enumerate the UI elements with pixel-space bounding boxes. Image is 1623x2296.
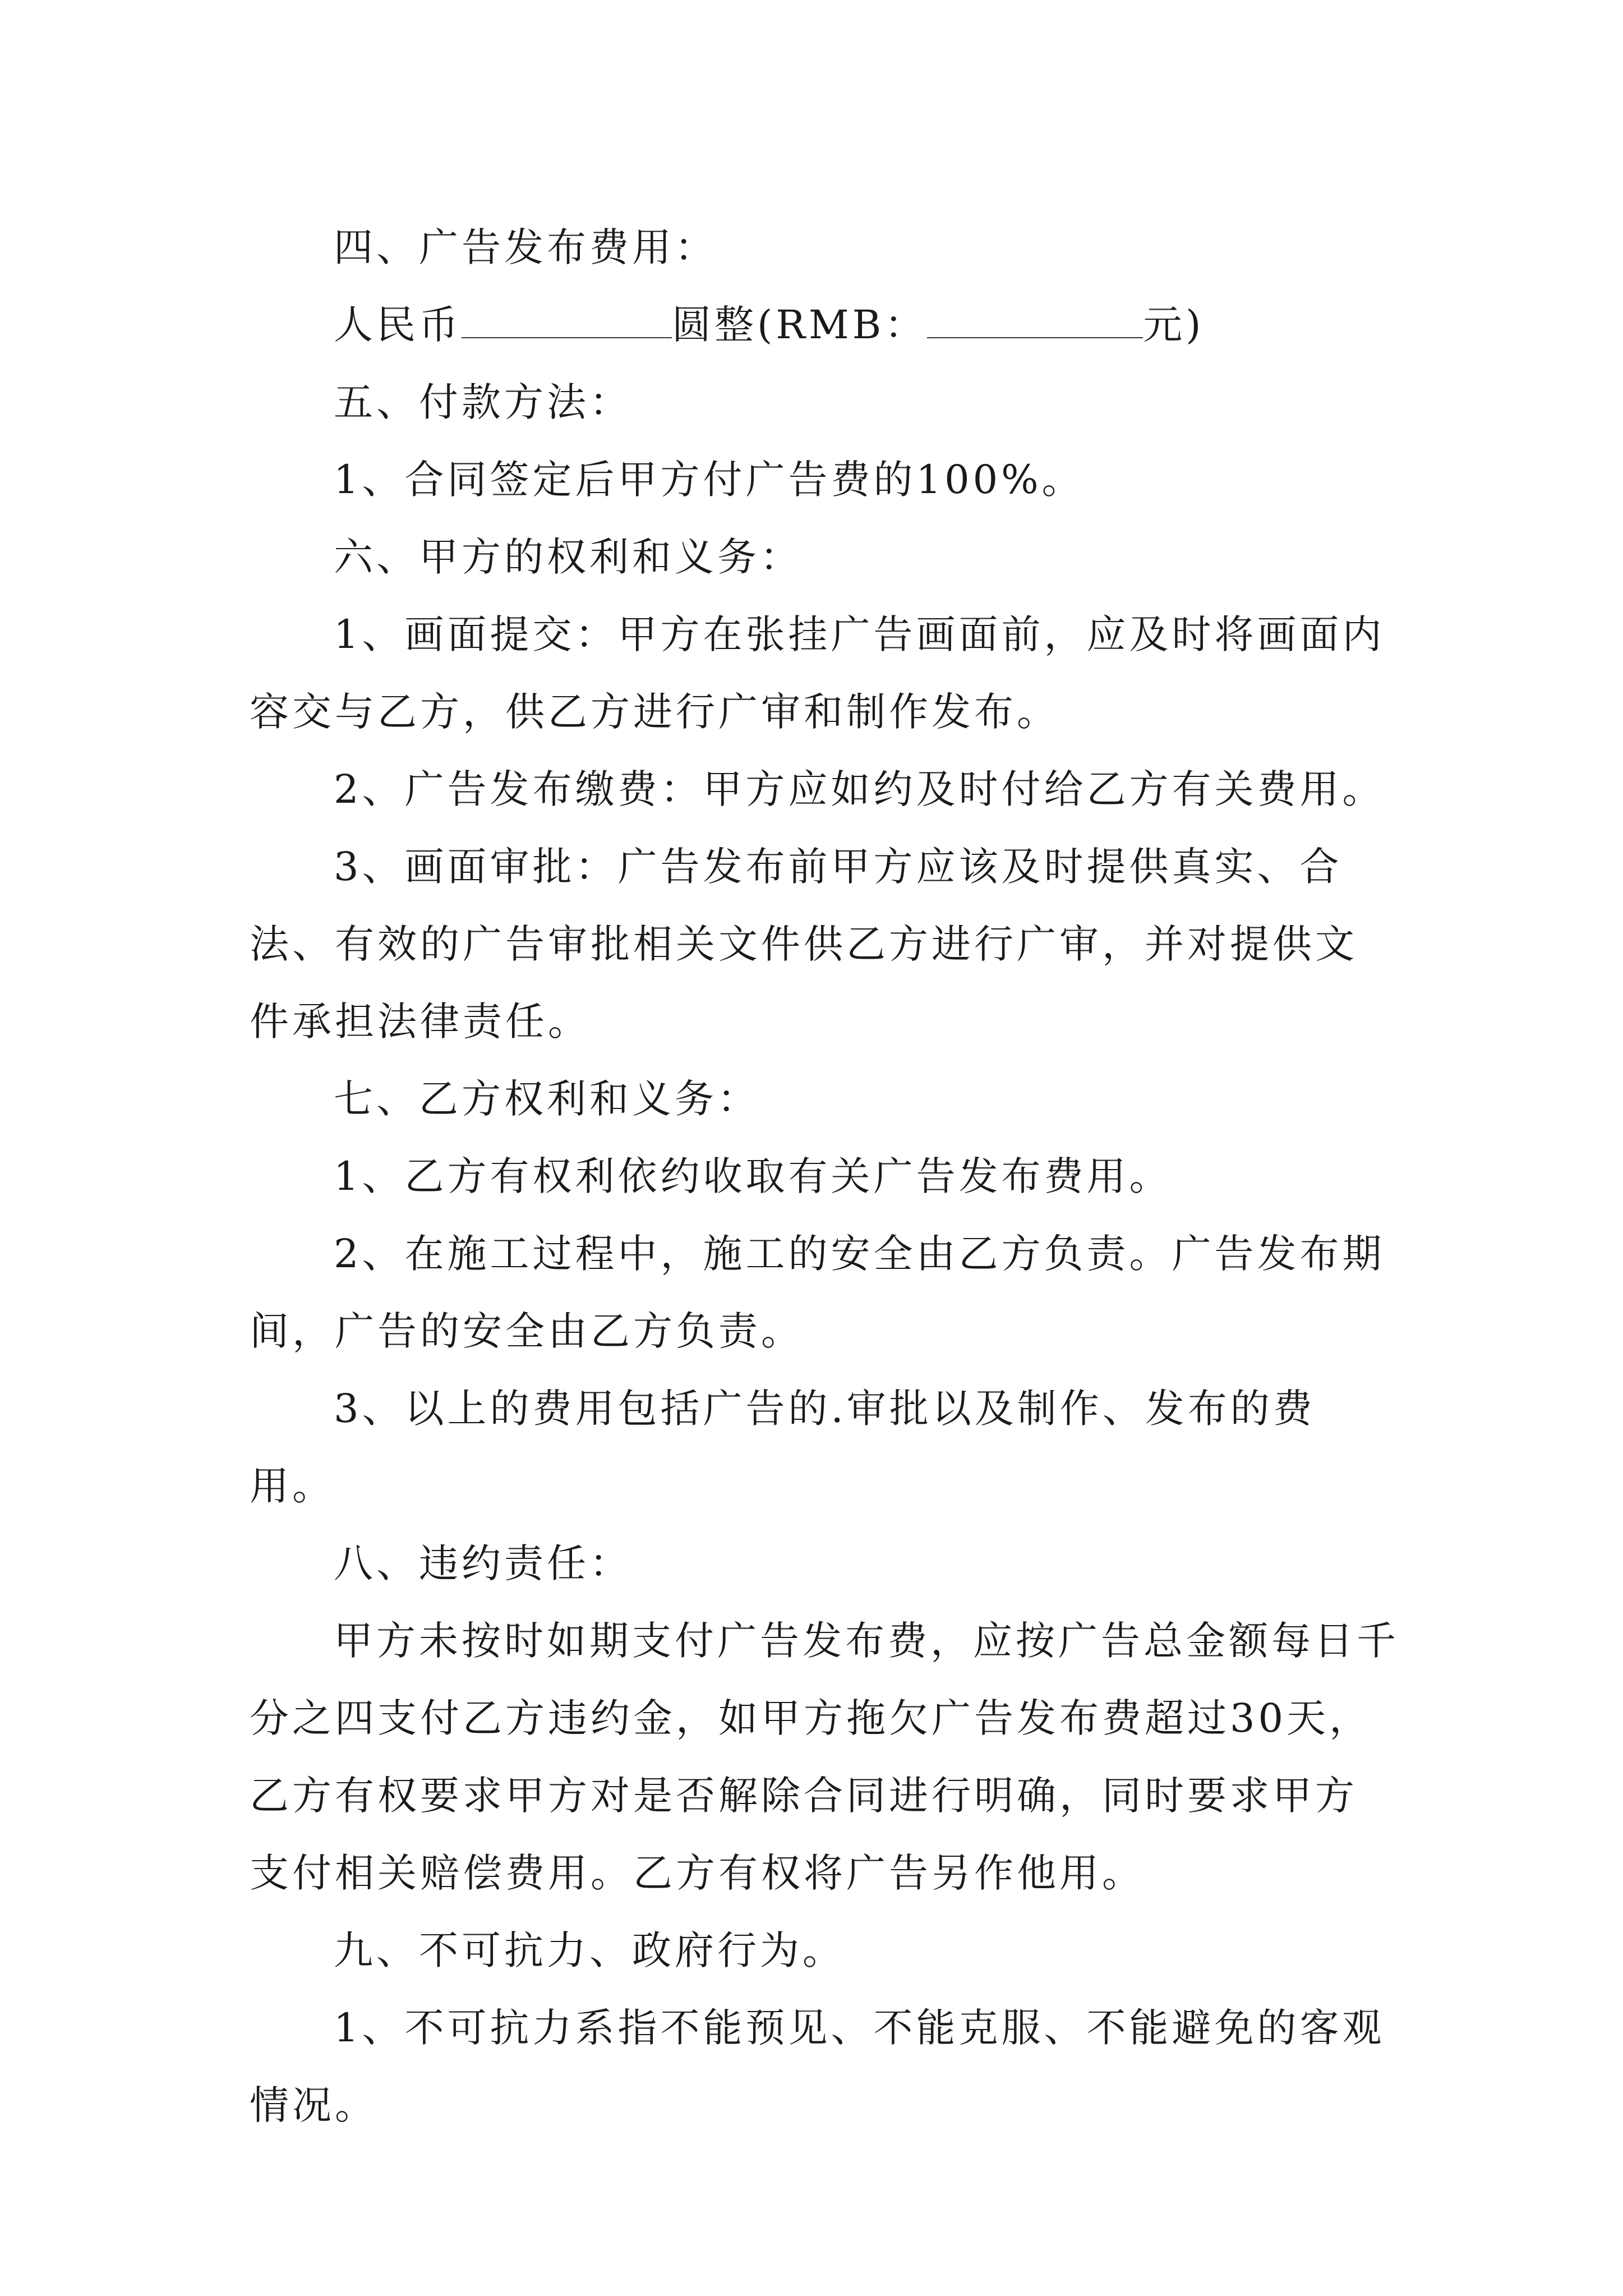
yuan-label: 元) (1143, 302, 1205, 348)
rmb-code-label: 圆整(RMB： (672, 302, 928, 348)
party-b-clause-3: 3、以上的费用包括广告的.审批以及制作、发布的费用。 (250, 1386, 1316, 1509)
document-body (250, 209, 1399, 2144)
party-b-clause-2: 2、在施工过程中，施工的安全由乙方负责。广告发布期间，广告的安全由乙方负责。 (250, 1231, 1385, 1354)
party-a-clause-2: 2、广告发布缴费：甲方应如约及时付给乙方有关费用。 (334, 766, 1385, 812)
force-majeure-clause-1: 1、不可抗力系指不能预见、不能克服、不能避免的客观情况。 (250, 2005, 1385, 2128)
section-heading-party-b: 七、乙方权利和义务： (334, 1076, 760, 1122)
party-b-clause-1: 1、乙方有权利依约收取有关广告发布费用。 (334, 1153, 1172, 1199)
amount-blank-numeric (927, 303, 1143, 338)
payment-clause-1: 1、合同签定后甲方付广告费的100%。 (334, 457, 1085, 503)
breach-clause: 甲方未按时如期支付广告发布费，应按广告总金额每日千分之四支付乙方违约金，如甲方拖欠广告发布费超过30天，乙方有权要求甲方对是否解除合同进行明确，同时要求甲方支付相关赔偿费用。乙方有权将广告另作他用。 (250, 1618, 1399, 1896)
amount-blank-chinese (462, 303, 672, 338)
section-heading-party-a: 六、甲方的权利和义务： (334, 534, 803, 580)
fee-amount-line (250, 286, 1399, 364)
section-heading-breach: 八、违约责任： (334, 1540, 632, 1586)
party-a-clause-1: 1、画面提交：甲方在张挂广告画面前，应及时将画面内容交与乙方，供乙方进行广审和制作发布。 (250, 611, 1385, 735)
section-heading-payment: 五、付款方法： (334, 379, 632, 425)
party-a-clause-3: 3、画面审批：广告发布前甲方应该及时提供真实、合法、有效的广告审批相关文件供乙方进行广审，并对提供文件承担法律责任。 (250, 844, 1358, 1045)
section-heading-fees: 四、广告发布费用： (334, 224, 717, 270)
rmb-label: 人民币 (334, 302, 462, 348)
section-heading-force-majeure: 九、不可抗力、政府行为。 (334, 1927, 845, 1973)
